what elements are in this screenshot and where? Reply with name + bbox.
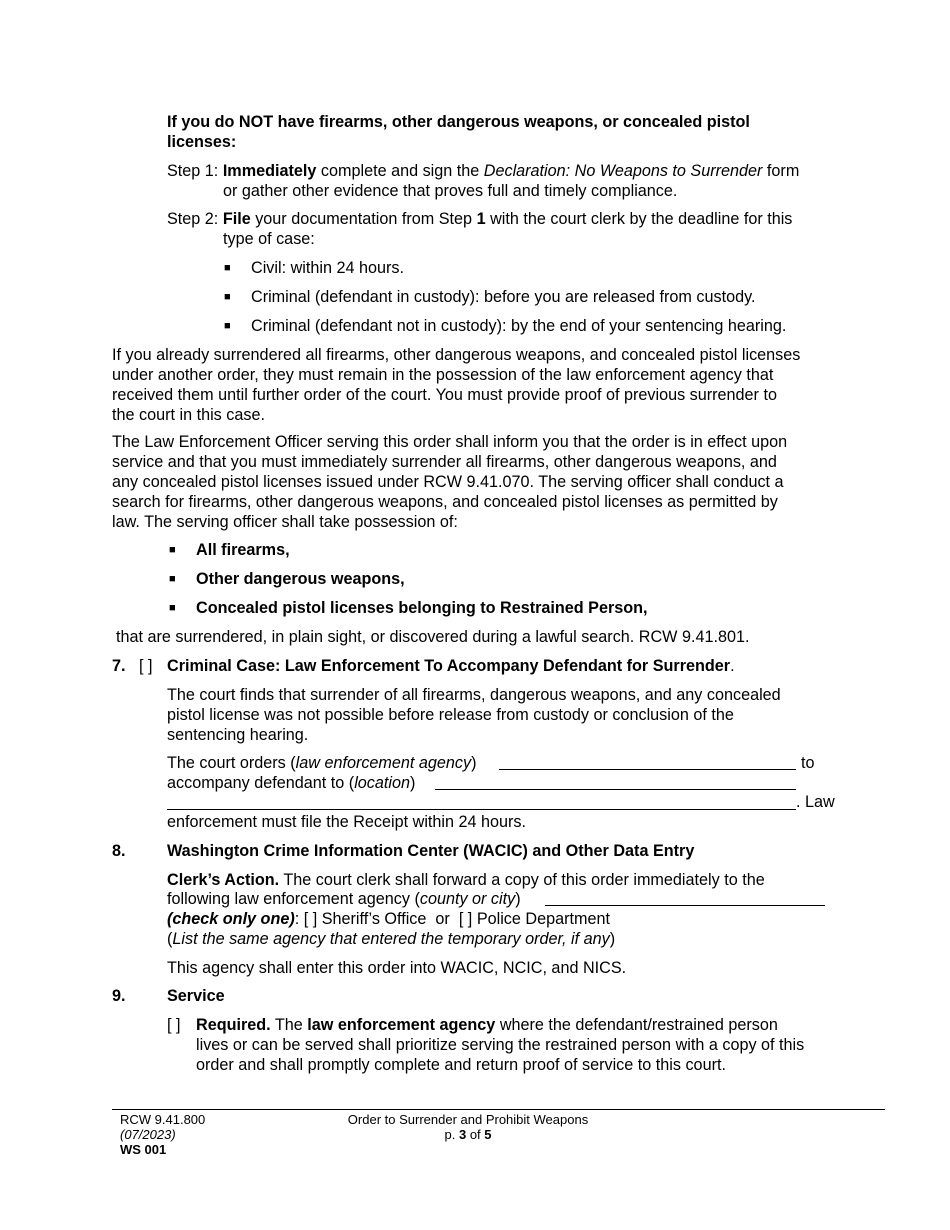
service-agency-bold: law enforcement agency xyxy=(307,1016,496,1034)
step-2-label: Step 2: xyxy=(167,210,219,228)
agency-line xyxy=(167,889,521,909)
paragraph-line: any concealed pistol licenses issued under RCW 9.41.070. The serving officer shall conduct a xyxy=(112,473,784,491)
footer-date: (07/2023) xyxy=(120,1127,176,1142)
deadline-item: Civil: within 24 hours. xyxy=(251,259,404,277)
deadline-item: Criminal (defendant not in custody): by the end of your sentencing hearing. xyxy=(251,317,787,335)
required-label: Required. xyxy=(196,1016,271,1034)
paragraph-line: received them until further order of the court. You must provide proof of previous surrender to xyxy=(112,386,777,404)
section-7-number: 7. xyxy=(112,657,126,675)
page-prefix: p. xyxy=(444,1127,456,1142)
accompany-a: accompany defendant to ( xyxy=(167,774,355,792)
footer-title: Order to Surrender and Prohibit Weapons xyxy=(347,1112,589,1127)
footer-rcw: RCW 9.41.800 xyxy=(120,1112,206,1127)
paragraph-line: search for firearms, other dangerous weapons, and concealed pistol licenses as permitted by xyxy=(112,493,778,511)
check-one-colon: : xyxy=(294,910,300,928)
list-same-agency-line xyxy=(167,929,615,949)
section-8-title: Washington Crime Information Center (WACIC) and Other Data Entry xyxy=(167,842,695,860)
section-9-number: 9. xyxy=(112,987,126,1005)
paragraph-line: pistol license was not possible before release from custody or conclusion of the xyxy=(167,706,734,724)
orders-to: to xyxy=(801,754,815,772)
bullet-icon: ■ xyxy=(224,291,231,303)
already-surrendered-paragraph xyxy=(112,345,872,425)
paragraph-line: The court finds that surrender of all firearms, dangerous weapons, and any concealed xyxy=(167,686,781,704)
page-of: of xyxy=(469,1127,481,1142)
section-7-title-end: . xyxy=(730,657,735,675)
section-7-finding xyxy=(167,685,857,745)
check-one-label: (check only one) xyxy=(167,910,295,928)
sheriff-label: Sheriff’s Office xyxy=(321,910,427,928)
paragraph-line: lives or can be served shall prioritize serving the restrained person with a copy of this xyxy=(196,1036,805,1054)
bullet-icon: ■ xyxy=(224,262,231,274)
sheriff-checkbox[interactable]: [ ] xyxy=(303,910,318,928)
current-page: 3 xyxy=(458,1127,467,1142)
possession-item: Other dangerous weapons, xyxy=(196,570,405,588)
agency-b: ) xyxy=(515,890,521,908)
clerk-action-bold: Clerk’s Action. xyxy=(167,871,280,889)
step-1-line-2: or gather other evidence that proves full and timely compliance. xyxy=(223,182,678,200)
location-field-continued[interactable] xyxy=(167,809,796,810)
deadline-item: Criminal (defendant in custody): before you are released from custody. xyxy=(251,288,756,306)
paragraph-line: The Law Enforcement Officer serving this order shall inform you that the order is in effect upon xyxy=(112,433,788,451)
accompany-italic: location xyxy=(354,774,410,792)
court-orders-italic: law enforcement agency xyxy=(295,754,472,772)
step-1-text-a: complete and sign the xyxy=(320,162,480,180)
court-orders-b: ) xyxy=(471,754,477,772)
no-firearms-heading: If you do NOT have firearms, other dangerous weapons, or concealed pistol licenses: xyxy=(167,113,750,151)
officer-after-text: that are surrendered, in plain sight, or discovered during a lawful search. RCW 9.41.801. xyxy=(116,628,750,646)
agency-a: following law enforcement agency ( xyxy=(167,890,420,908)
section-9-title: Service xyxy=(167,987,225,1005)
paragraph-line: sentencing hearing. xyxy=(167,726,309,744)
clerk-action-text: The court clerk shall forward a copy of this order immediately to the xyxy=(283,871,765,889)
step-2 xyxy=(167,209,857,249)
service-text-a: The xyxy=(274,1016,303,1034)
declaration-form-name: Declaration: No Weapons to Surrender xyxy=(483,162,763,180)
check-one-line xyxy=(167,909,610,929)
police-checkbox[interactable]: [ ] xyxy=(458,910,473,928)
step-2-text-a: your documentation from Step xyxy=(255,210,473,228)
step-1-label: Step 1: xyxy=(167,162,219,180)
total-pages: 5 xyxy=(484,1127,492,1142)
agency-enter-text: This agency shall enter this order into WACIC, NCIC, and NICS. xyxy=(167,959,627,977)
paragraph-line: the court in this case. xyxy=(112,406,265,424)
or-label: or xyxy=(435,910,450,928)
list-italic: List the same agency that entered the temporary order, if any xyxy=(172,930,610,948)
bullet-icon: ■ xyxy=(224,320,231,332)
step-2-number: 1 xyxy=(476,210,486,228)
section-7-title xyxy=(167,656,735,676)
agency-italic: county or city xyxy=(419,890,516,908)
service-required-paragraph xyxy=(196,1015,866,1075)
law-enforcement-agency-field[interactable] xyxy=(499,769,796,770)
accompany-b: ) xyxy=(409,774,416,792)
accompany-line xyxy=(167,773,415,793)
clerk-action-line xyxy=(167,870,765,890)
possession-item: All firearms, xyxy=(196,541,290,559)
county-or-city-field[interactable] xyxy=(545,905,825,906)
section-7-checkbox[interactable]: [ ] xyxy=(139,657,153,675)
police-label: Police Department xyxy=(476,910,610,928)
step-1-bold: Immediately xyxy=(222,162,317,180)
footer-page-number xyxy=(318,1127,618,1142)
step-2-bold: File xyxy=(222,210,251,228)
possession-item: Concealed pistol licenses belonging to Restrained Person, xyxy=(196,599,648,617)
step-1 xyxy=(167,161,857,201)
list-b: ) xyxy=(609,930,616,948)
footer-rule xyxy=(112,1109,885,1110)
list-a: ( xyxy=(167,930,173,948)
paragraph-line: law. The serving officer shall take possession of: xyxy=(112,513,458,531)
footer-form-number: WS 001 xyxy=(120,1142,167,1157)
service-text-b: where the defendant/restrained person xyxy=(499,1016,778,1034)
law-suffix: . Law xyxy=(796,793,835,811)
bullet-icon: ■ xyxy=(169,602,176,614)
court-orders-line xyxy=(167,753,477,773)
bullet-icon: ■ xyxy=(169,573,176,585)
section-7-title-text: Criminal Case: Law Enforcement To Accompany Defendant for Surrender xyxy=(167,657,731,675)
officer-paragraph xyxy=(112,432,872,532)
paragraph-line: under another order, they must remain in the possession of the law enforcement agency that xyxy=(112,366,774,384)
bullet-icon: ■ xyxy=(169,544,176,556)
location-field[interactable] xyxy=(435,789,796,790)
step-2-line-2: type of case: xyxy=(223,230,315,248)
service-checkbox[interactable]: [ ] xyxy=(167,1016,181,1034)
step-2-text-b: with the court clerk by the deadline for this xyxy=(490,210,793,228)
step-1-text-b: form xyxy=(766,162,800,180)
receipt-text: enforcement must file the Receipt within 24 hours. xyxy=(167,813,527,831)
court-orders-a: The court orders ( xyxy=(167,754,296,772)
paragraph-line: order and shall promptly complete and return proof of service to this court. xyxy=(196,1056,726,1074)
paragraph-line: service and that you must immediately surrender all firearms, other dangerous weapons, and xyxy=(112,453,777,471)
paragraph-line: If you already surrendered all firearms, other dangerous weapons, and concealed pistol licenses xyxy=(112,346,801,364)
section-8-number: 8. xyxy=(112,842,126,860)
